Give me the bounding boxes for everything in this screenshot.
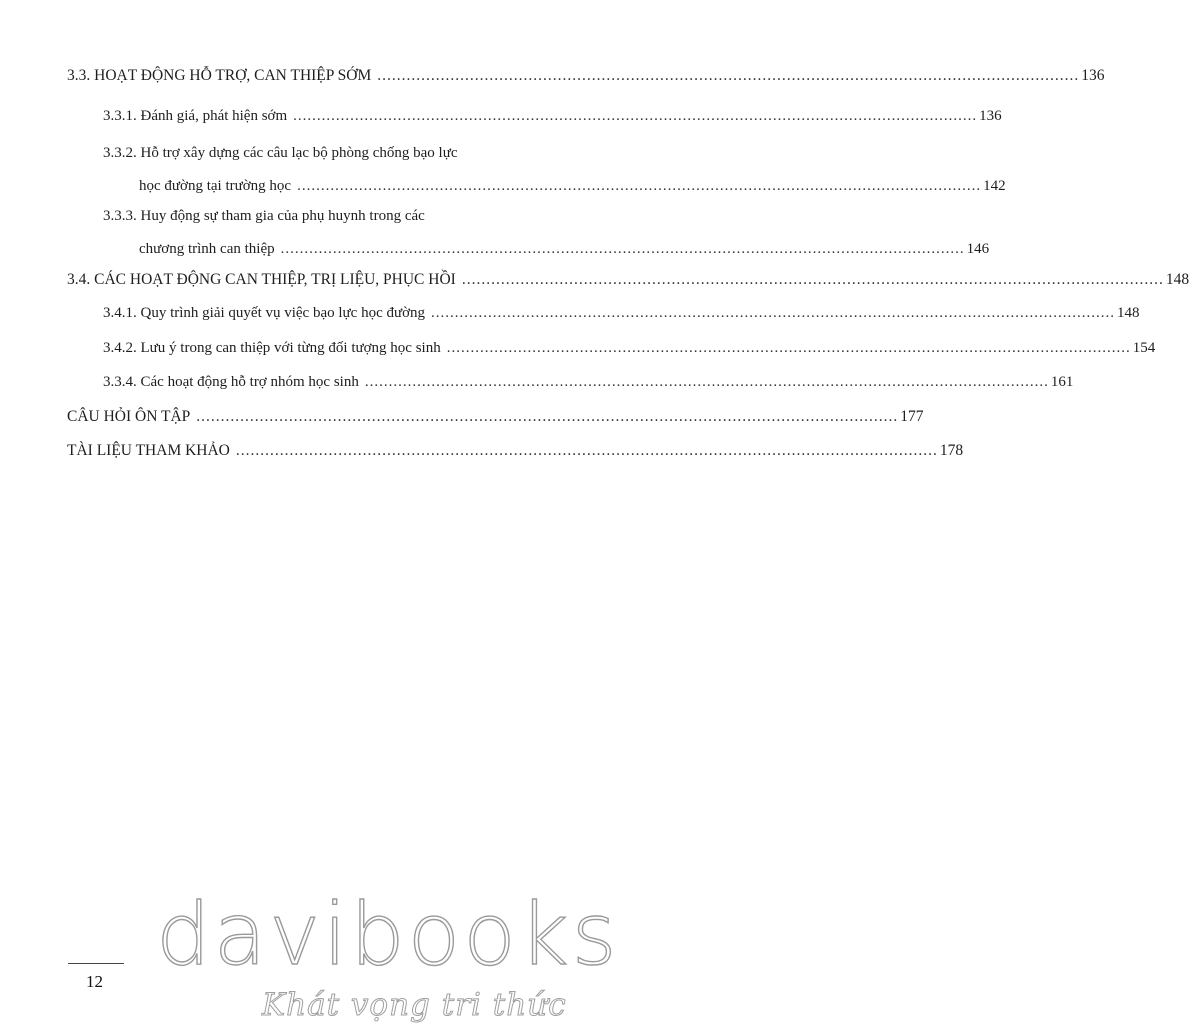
toc-entry-review-questions [67,407,924,427]
toc-entry-3-4 [67,270,1189,290]
toc-entry-3-3-2 [67,143,1006,196]
toc-entry-page: 146 [966,241,990,257]
toc-entry-title: 3.3. HOẠT ĐỘNG HỖ TRỢ, CAN THIỆP SỚM [67,67,372,84]
toc-entry-references [67,441,964,461]
leader-dots: ................................................................................................................................................ [377,67,1080,84]
leader-dots: ................................................................................................................................................ [364,374,1049,390]
toc-entry-3-4-2 [67,338,1156,358]
leader-dots: ................................................................................................................................................ [297,178,982,194]
toc-entry-page: 177 [900,408,924,425]
toc-entry-title: 3.3.2. Hỗ trợ xây dựng các câu lạc bộ phòng chống bạo lực [103,145,458,161]
toc-entry-title: CÂU HỎI ÔN TẬP [67,408,191,425]
leader-dots: ................................................................................................................................................ [196,408,899,425]
toc-entry-page: 148 [1165,271,1189,288]
leader-dots: ................................................................................................................................................ [461,271,1164,288]
toc-entry-title: 3.3.4. Các hoạt động hỗ trợ nhóm học sinh [103,374,359,390]
toc-entry-page: 136 [979,108,1002,124]
toc-entry-title: TÀI LIỆU THAM KHẢO [67,442,230,459]
toc-entry-title: 3.4.1. Quy trình giải quyết vụ việc bạo lực học đường [103,305,426,321]
toc-entry-title: 3.4. CÁC HOẠT ĐỘNG CAN THIỆP, TRỊ LIỆU, PHỤC HỒI [67,271,456,288]
watermark [140,885,680,1035]
leader-dots: ................................................................................................................................................ [280,241,965,257]
watermark-slogan: Khát vọng tri thức [262,987,567,1023]
watermark-brand: davibooks [156,885,620,985]
toc-entry-3-4-1 [67,303,1140,323]
toc-entry-page: 178 [939,442,964,459]
toc-entry-title-cont: chương trình can thiệp [139,241,275,257]
leader-dots: ................................................................................................................................................ [293,108,978,124]
toc-entry-3-3-3 [67,206,990,259]
toc-entry-3-3-4 [67,372,1074,392]
toc-entry-title: 3.4.2. Lưu ý trong can thiệp với từng đối tượng học sinh [103,340,441,356]
toc-entry-3-3 [67,66,1105,86]
toc-entry-page: 148 [1117,305,1140,321]
page-number: 12 [86,972,103,991]
leader-dots: ................................................................................................................................................ [431,305,1116,321]
toc-entry-page: 136 [1081,67,1105,84]
toc-entry-page: 142 [983,178,1006,194]
toc-entry-title: 3.3.3. Huy động sự tham gia của phụ huynh trong các [103,208,425,224]
toc-entry-title-cont: học đường tại trường học [139,178,292,194]
toc-entry-title: 3.3.1. Đánh giá, phát hiện sớm [103,108,288,124]
leader-dots: ................................................................................................................................................ [446,340,1131,356]
toc-entry-page: 154 [1132,340,1156,356]
footer-rule [68,963,124,964]
leader-dots: ................................................................................................................................................ [235,442,938,459]
toc-entry-page: 161 [1050,374,1074,390]
toc-entry-3-3-1 [67,106,1002,126]
